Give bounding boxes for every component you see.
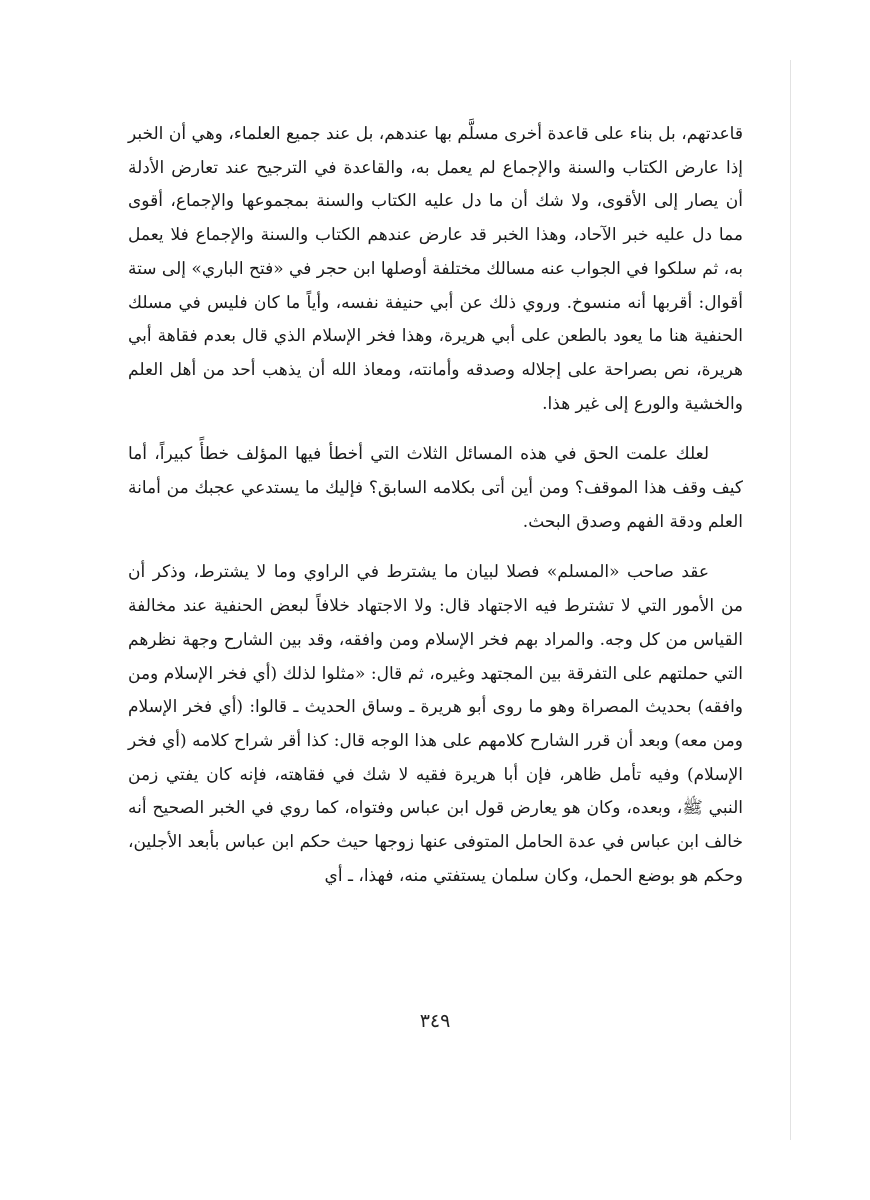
- paragraph-2: لعلك علمت الحق في هذه المسائل الثلاث التي أخطأ فيها المؤلف خطأً كبيراً، أما كيف وقف هذا الموقف؟ ومن أين أتى بكلامه السابق؟ فإليك ما يستدعي عجبك من أمانة العلم ودقة الفهم وصدق البحث.: [128, 444, 743, 532]
- paragraph-3: عقد صاحب «المسلم» فصلا لبيان ما يشترط في الراوي وما لا يشترط، وذكر أن من الأمور التي لا تشترط فيه الاجتهاد قال: ولا الاجتهاد خلافاً لبعض الحنفية عند مخالفة القياس من كل وجه. والمراد بهم فخر الإسلام ومن وافقه، وقد بين الشارح وجهة نظرهم التي حملتهم على التفرقة بين المجتهد وغيره، ثم قال: «مثلوا لذلك (أي فخر الإسلام ومن وافقه) بحديث المصراة وهو ما روى أبو هريرة ـ وساق الحديث ـ قالوا: (أي فخر الإسلام ومن معه) وبعد أن قرر الشارح كلامهم على هذا الوجه قال: كذا أقر شراح كلامه (أي فخر الإسلام) وفيه تأمل ظاهر، فإن أبا هريرة فقيه لا شك في فقاهته، فإنه كان يفتي زمن النبي ﷺ، وبعده، وكان هو يعارض قول ابن عباس وفتواه، كما روي في الخبر الصحيح أنه خالف ابن عباس في عدة الحامل المتوفى عنها زوجها حيث حكم ابن عباس بأبعد الأجلين، وحكم هو بوضع الحمل، وكان سلمان يستفتي منه، فهذا، ـ أي: [128, 562, 743, 886]
- paragraph-1: قاعدتهم، بل بناء على قاعدة أخرى مسلَّم بها عندهم، بل عند جميع العلماء، وهي أن الخبر إذا عارض الكتاب والسنة والإجماع لم يعمل به، والقاعدة في الترجيح عند تعارض الأدلة أن يصار إلى الأقوى، ولا شك أن ما دل عليه الكتاب والسنة بمجموعها والإجماع، أقوى مما دل عليه خبر الآحاد، وهذا الخبر قد عارض عندهم الكتاب والسنة والإجماع فلا يعمل به، ثم سلكوا في الجواب عنه مسالك مختلفة أوصلها ابن حجر في «فتح الباري» إلى ستة أقوال: أقربها أنه منسوخ. وروي ذلك عن أبي حنيفة نفسه، وأياً ما كان فليس في مسلك الحنفية هنا ما يعود بالطعن على أبي هريرة، وهذا فخر الإسلام الذي قال بعدم فقاهة أبي هريرة، نص بصراحة على إجلاله وصدقه وأمانته، ومعاذ الله أن يذهب أحد من أهل العلم والخشية والورع إلى غير هذا.: [128, 124, 743, 414]
- page-number: ٣٤٩: [419, 1010, 451, 1032]
- page-edge-line: [790, 60, 791, 1140]
- page-body: [128, 118, 743, 893]
